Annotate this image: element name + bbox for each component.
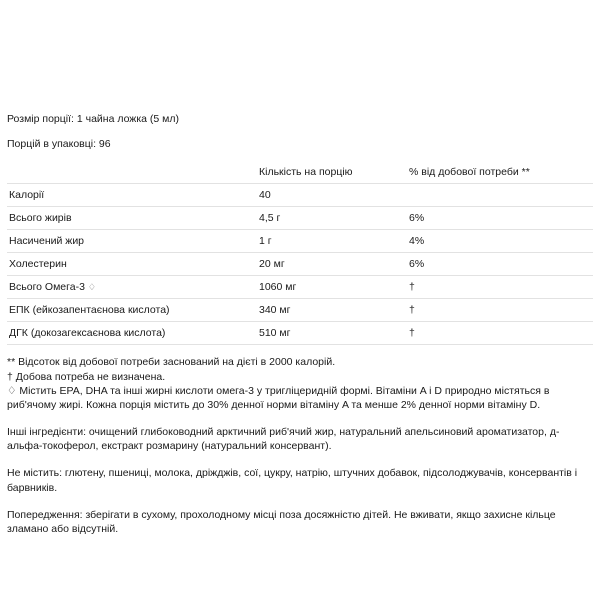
row-daily-value: 6% — [407, 207, 593, 230]
free-of-statement: Не містить: глютену, пшениці, молока, дріжджів, сої, цукру, натрію, штучних добавок, підсолоджувачів, консервантів і барвників. — [7, 467, 578, 494]
row-name-dha: ДГК (докозагексаєнова кислота) — [7, 322, 257, 345]
row-name-cholesterol: Холестерин — [7, 253, 257, 276]
row-name-total-fat: Всього жирів — [7, 207, 257, 230]
row-amount: 4,5 г — [257, 207, 407, 230]
header-amount-per-serving: Кількість на порцію — [257, 161, 407, 184]
footnote-daily-value: ** Відсоток від добової потреби заснований на дієті в 2000 калорій. — [7, 356, 336, 369]
free-of-section — [7, 466, 593, 494]
row-name-omega-3 — [7, 276, 257, 299]
table-row — [7, 253, 593, 276]
row-daily-value: 6% — [407, 253, 593, 276]
nutrition-table — [7, 161, 593, 345]
row-daily-value: † — [407, 299, 593, 322]
row-name-epa: ЕПК (ейкозапентаєнова кислота) — [7, 299, 257, 322]
table-row — [7, 299, 593, 322]
header-nutrient — [7, 161, 257, 184]
footnote-omega-3: ♢ Містить EPA, DHA та інші жирні кислоти омега-3 у тригліцеридній формі. Вітаміни A і D природно містяться в риб'ячому жирі. Кожна порція містить до 30% денної норми вітаміну A та менше 2% денної норми вітаміну D. — [7, 384, 550, 411]
footnotes — [7, 355, 593, 412]
row-daily-value: † — [407, 276, 593, 299]
row-daily-value: 4% — [407, 230, 593, 253]
warning-section — [7, 508, 593, 536]
header-daily-value: % від добової потреби ** — [407, 161, 593, 184]
table-row — [7, 230, 593, 253]
table-row — [7, 184, 593, 207]
footnote-not-established: † Добова потреба не визначена. — [7, 370, 166, 383]
row-amount: 1 г — [257, 230, 407, 253]
row-amount: 340 мг — [257, 299, 407, 322]
table-row — [7, 322, 593, 345]
diamond-icon: ♢ — [87, 282, 96, 293]
table-row — [7, 207, 593, 230]
other-ingredients: Інші інгредієнти: очищений глибоководний арктичний риб'ячий жир, натуральний апельсиновий ароматизатор, д-альфа-токоферол, екстракт розмарину (натуральний консервант). — [7, 426, 560, 453]
row-name-saturated-fat: Насичений жир — [7, 230, 257, 253]
row-amount: 1060 мг — [257, 276, 407, 299]
row-amount: 510 мг — [257, 322, 407, 345]
supplement-facts-document — [7, 112, 593, 536]
row-amount: 40 — [257, 184, 407, 207]
row-amount: 20 мг — [257, 253, 407, 276]
row-name-calories: Калорії — [7, 184, 257, 207]
warning-statement: Попередження: зберігати в сухому, прохолодному місці поза досяжністю дітей. Не вживати, якщо захисне кільце зламано або відсутній. — [7, 508, 556, 535]
table-header-row — [7, 161, 593, 184]
table-row — [7, 276, 593, 299]
serving-size: Розмір порції: 1 чайна ложка (5 мл) — [7, 113, 180, 125]
other-ingredients-section — [7, 425, 593, 453]
row-daily-value — [407, 184, 593, 207]
row-daily-value: † — [407, 322, 593, 345]
row-name-omega-3-label: Всього Омега-3 — [9, 281, 85, 294]
servings-per-container: Порцій в упаковці: 96 — [7, 138, 111, 151]
